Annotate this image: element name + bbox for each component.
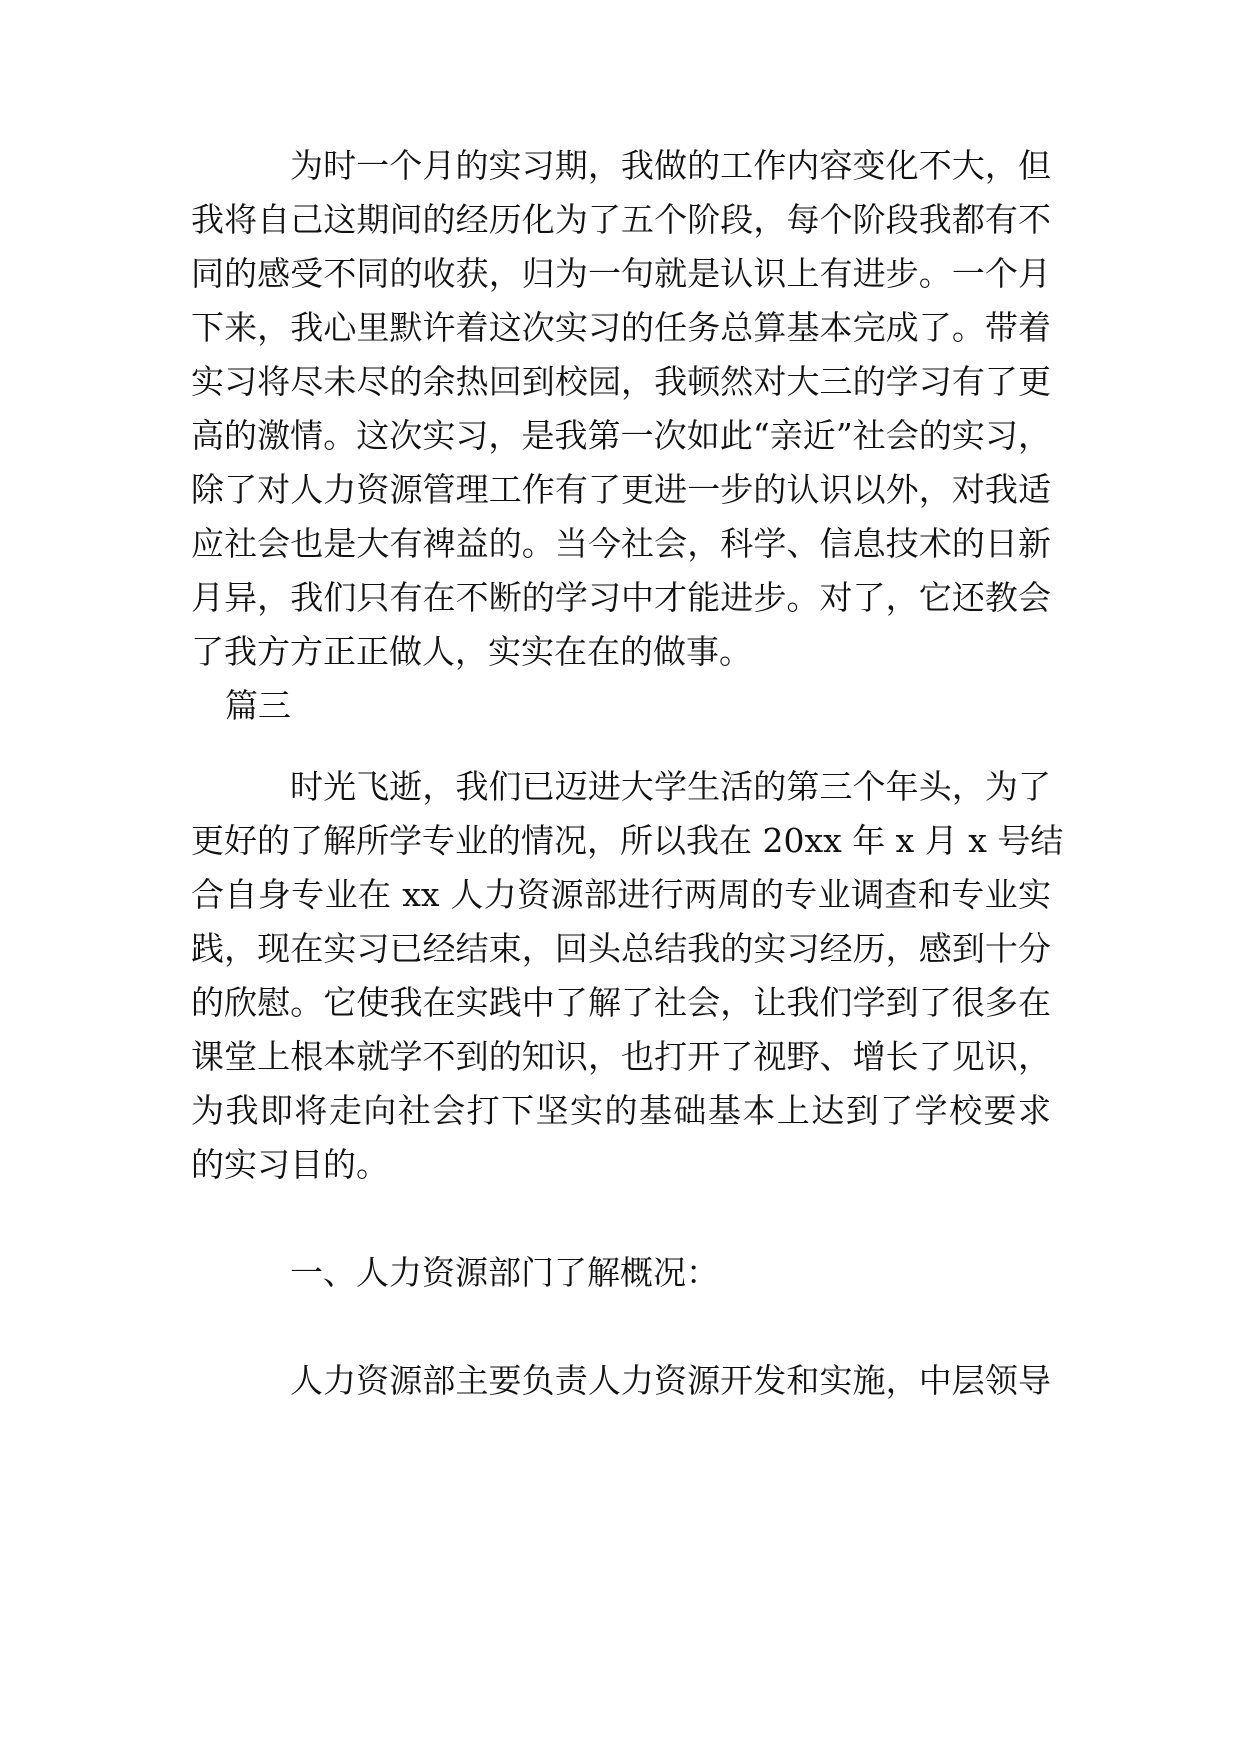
paragraph-line: 课堂上根本就学不到的知识，也打开了视野、增长了见识， xyxy=(191,1037,1051,1076)
paragraph-line: 人力资源部主要负责人力资源开发和实施，中层领导 xyxy=(290,1361,1051,1400)
paragraph-line: 同的感受不同的收获，归为一句就是认识上有进步。一个月 xyxy=(191,254,1051,293)
paragraph-line: 的欣慰。它使我在实践中了解了社会，让我们学到了很多在 xyxy=(191,983,1051,1022)
paragraph-line: 月异，我们只有在不断的学习中才能进步。对了，它还教会 xyxy=(191,578,1051,617)
paragraph-line: 时光飞逝，我们已迈进大学生活的第三个年头，为了 xyxy=(290,767,1051,806)
paragraph-line: 了我方方正正做人，实实在在的做事。 xyxy=(191,632,752,671)
paragraph-line: 更好的了解所学专业的情况，所以我在 20xx 年 x 月 x 号结 xyxy=(191,821,1064,860)
section-heading: 篇三 xyxy=(225,686,291,725)
paragraph-line: 为时一个月的实习期，我做的工作内容变化不大，但 xyxy=(290,146,1051,185)
subheading: 一、人力资源部门了解概况： xyxy=(290,1253,719,1292)
paragraph-line: 为我即将走向社会打下坚实的基础基本上达到了学校要求 xyxy=(191,1091,1051,1130)
paragraph-line: 我将自己这期间的经历化为了五个阶段，每个阶段我都有不 xyxy=(191,200,1051,239)
paragraph-line: 下来，我心里默许着这次实习的任务总算基本完成了。带着 xyxy=(191,308,1051,347)
paragraph-line: 应社会也是大有裨益的。当今社会，科学、信息技术的日新 xyxy=(191,524,1051,563)
paragraph-line: 践，现在实习已经结束，回头总结我的实习经历，感到十分 xyxy=(191,929,1051,968)
paragraph-line: 除了对人力资源管理工作有了更进一步的认识以外，对我适 xyxy=(191,470,1051,509)
paragraph-line: 实习将尽未尽的余热回到校园，我顿然对大三的学习有了更 xyxy=(191,362,1051,401)
paragraph-line: 高的激情。这次实习，是我第一次如此“亲近”社会的实习， xyxy=(191,416,1051,455)
paragraph-line: 的实习目的。 xyxy=(191,1145,389,1184)
paragraph-line: 合自身专业在 xx 人力资源部进行两周的专业调查和专业实 xyxy=(191,875,1051,914)
